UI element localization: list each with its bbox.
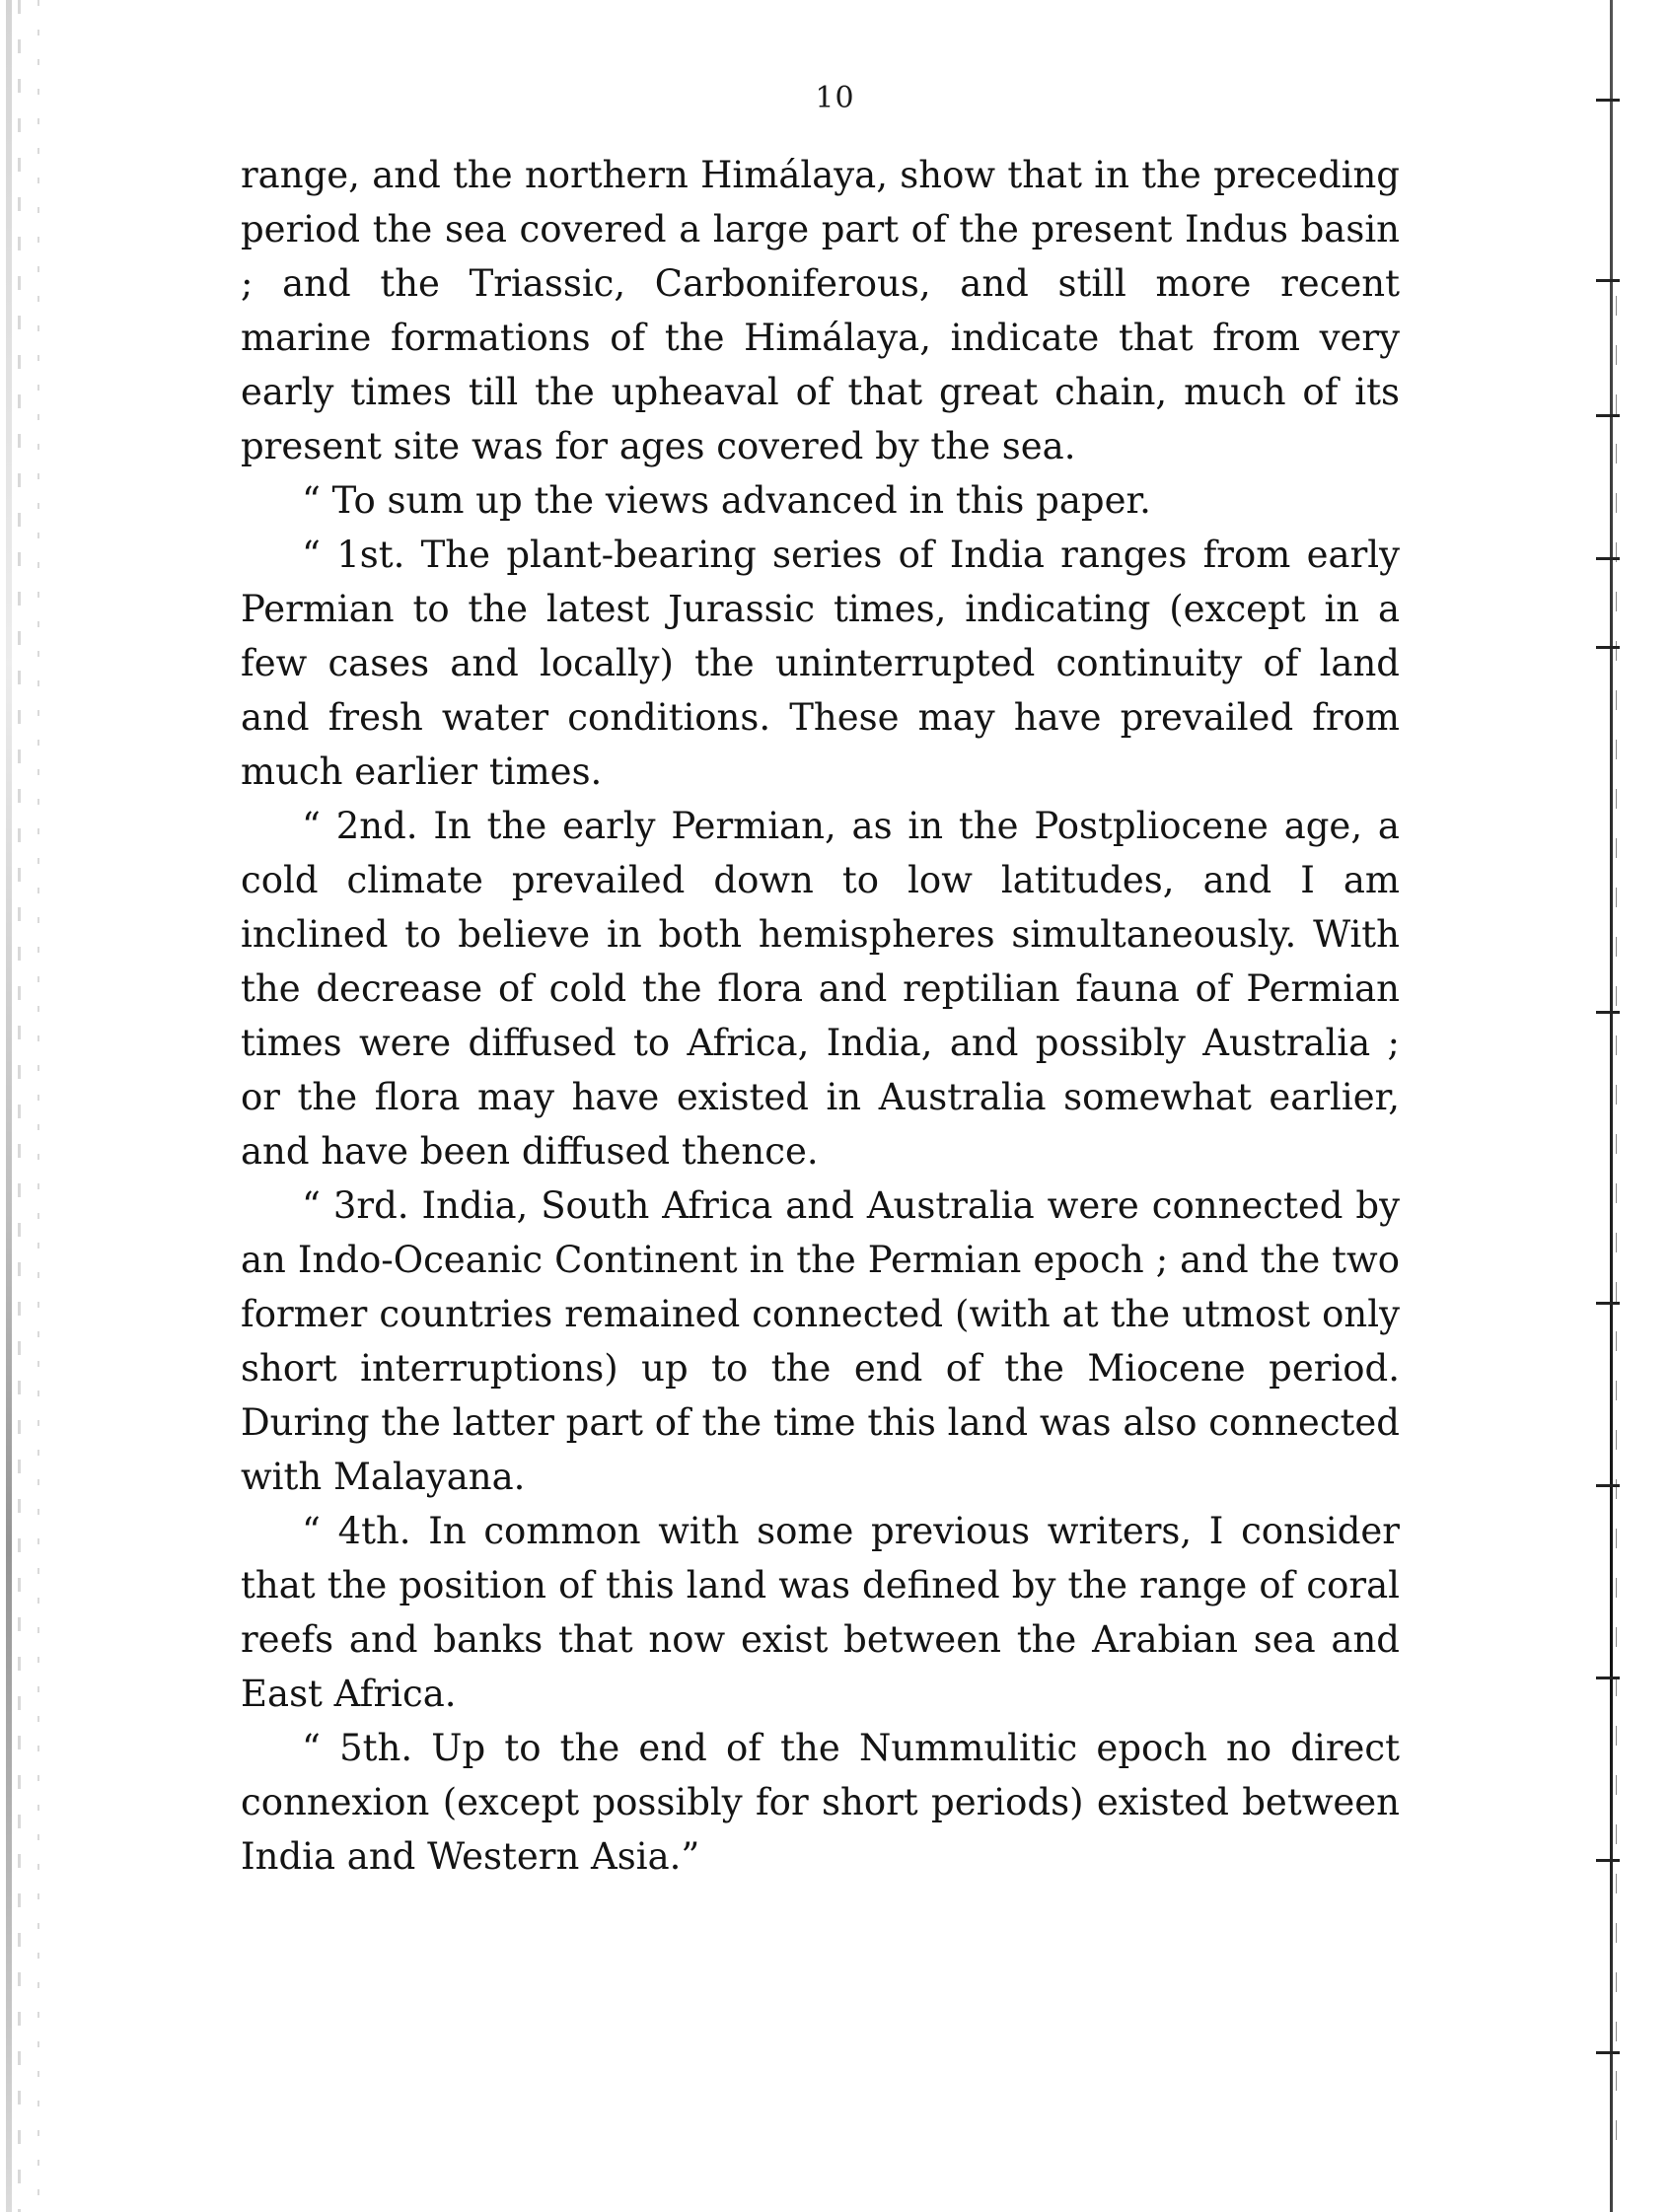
edge-tick [1596, 279, 1620, 282]
edge-tick [1596, 557, 1620, 560]
body-text [241, 148, 1400, 1884]
edge-tick [1596, 1859, 1620, 1862]
binding-dots [37, 0, 39, 2212]
paragraph-third-point: “ 3rd. India, South Africa and Australia were connected by an Indo-Oceanic Continent in the Permian epoch ; and the two former countries remained connected (with at the utmost only short interruptions) up to the end of the Miocene period. During the latter part of the time this land was also connected with Malayana. [241, 1184, 1400, 1498]
edge-tick [1596, 1011, 1620, 1014]
paragraph-fifth-point: “ 5th. Up to the end of the Nummulitic epoch no direct connexion (except possibly for short periods) existed between India and Western Asia.” [241, 1727, 1400, 1878]
left-binding-edge [0, 0, 59, 2212]
edge-tick [1596, 414, 1620, 417]
binding-shadow [6, 0, 12, 2212]
edge-tick [1596, 1302, 1620, 1305]
right-edge-dashes [1616, 296, 1617, 2170]
paragraph-second-point: “ 2nd. In the early Permian, as in the Postpliocene age, a cold climate prevailed down to low latitudes, and I am inclined to believe in both hemispheres simultaneously. With the decrease of cold the flora and reptilian fauna of Permian times were diffused to Africa, India, and possibly Australia ; or the flora may have existed in Australia somewhat earlier, and have been diffused thence. [241, 805, 1400, 1173]
paragraph-sum-up: “ To sum up the views advanced in this paper. [302, 479, 1151, 522]
right-scan-edge [1578, 0, 1670, 2212]
binding-marks [18, 0, 21, 2212]
edge-tick [1596, 2051, 1620, 2054]
right-edge-rule [1610, 0, 1613, 2212]
paragraph-continued: range, and the northern Himálaya, show that in the preceding period the sea covered a large part of the present Indus basin ; and the Triassic, Carboniferous, and still more recent marine formations of the Himálaya, indicate that from very early times till the upheaval of that great chain, much of its present site was for ages covered by the sea. [241, 154, 1400, 467]
page-number: 10 [815, 81, 855, 115]
edge-tick [1596, 1677, 1620, 1679]
paragraph-fourth-point: “ 4th. In common with some previous writers, I consider that the position of this land was defined by the range of coral reefs and banks that now exist between the Arabian sea and East Africa. [241, 1510, 1400, 1715]
edge-tick [1596, 646, 1620, 649]
paragraph-first-point: “ 1st. The plant-bearing series of India ranges from early Permian to the latest Jurassic times, indicating (except in a few cases and locally) the uninterrupted continuity of land and fresh water conditions. These may have prevailed from much earlier times. [241, 534, 1400, 793]
edge-tick [1596, 1484, 1620, 1487]
